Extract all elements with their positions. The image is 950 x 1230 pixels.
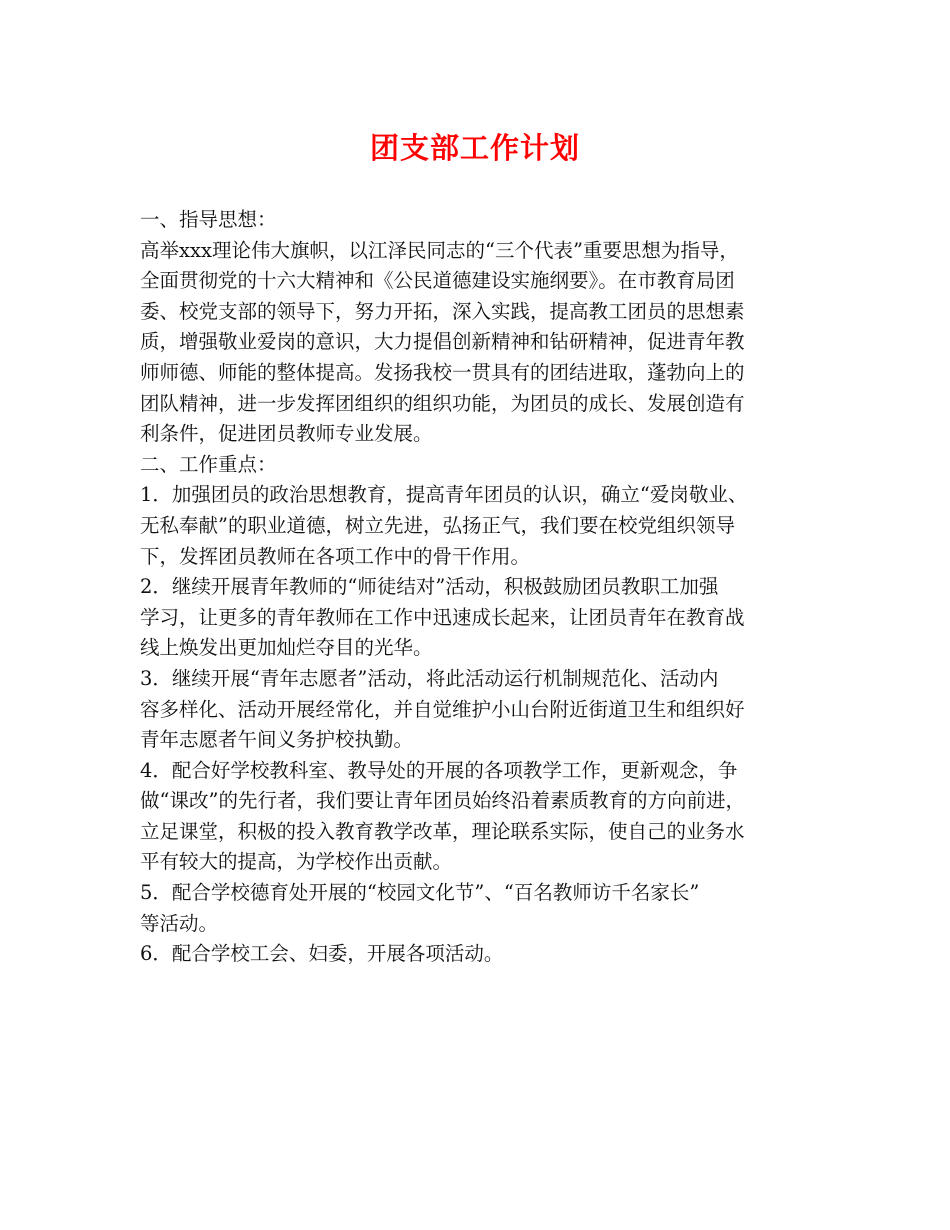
paragraph-line: 高举xxx理论伟大旗帜，以江泽民同志的“三个代表”重要思想为指导， — [140, 238, 739, 262]
list-item-line: 无私奉献”的职业道德，树立先进，弘扬正气，我们要在校党组织领导 — [140, 513, 735, 537]
list-item-line: 容多样化、活动开展经常化，并自觉维护小山台附近街道卫生和组织好 — [140, 697, 745, 721]
list-item-line: 立足课堂，积极的投入教育教学改革，理论联系实际，使自己的业务水 — [140, 819, 745, 843]
list-item-line: 平有较大的提高，为学校作出贡献。 — [140, 850, 453, 874]
list-item-line: 6．配合学校工会、妇委，开展各项活动。 — [140, 942, 504, 966]
document-body — [140, 205, 830, 970]
list-item-line: 5．配合学校德育处开展的“校园文化节”、“百名教师访千名家长” — [140, 881, 700, 905]
paragraph-line: 委、校党支部的领导下，努力开拓，深入实践，提高教工团员的思想素 — [140, 299, 745, 323]
list-item-line: 2．继续开展青年教师的“师徒结对”活动，积极鼓励团员教职工加强 — [140, 575, 719, 599]
document-title: 团支部工作计划 — [369, 131, 580, 165]
list-item-line: 3．继续开展“青年志愿者”活动，将此活动运行机制规范化、活动内 — [140, 666, 719, 690]
list-item-line: 做“课改”的先行者，我们要让青年团员始终沿着素质教育的方向前进， — [140, 789, 745, 813]
list-item-line: 线上焕发出更加灿烂夺目的光华。 — [140, 636, 433, 660]
paragraph-line: 质，增强敬业爱岗的意识，大力提倡创新精神和钻研精神，促进青年教 — [140, 330, 745, 354]
list-item-line: 学习，让更多的青年教师在工作中迅速成长起来，让团员青年在教育战 — [140, 605, 745, 629]
list-item-line: 1．加强团员的政治思想教育，提高青年团员的认识，确立“爱岗敬业、 — [140, 483, 748, 507]
section-heading-work-focus: 二、工作重点： — [140, 452, 277, 476]
list-item-line: 青年志愿者午间义务护校执勤。 — [140, 728, 414, 752]
list-item-line: 等活动。 — [140, 911, 219, 935]
paragraph-line: 全面贯彻党的十六大精神和《公民道德建设实施纲要》。在市教育局团 — [140, 269, 735, 293]
list-item-line: 下，发挥团员教师在各项工作中的骨干作用。 — [140, 544, 531, 568]
paragraph-line: 利条件，促进团员教师专业发展。 — [140, 422, 433, 446]
paragraph-line: 师师德、师能的整体提高。发扬我校一贯具有的团结进取，蓬勃向上的 — [140, 360, 745, 384]
list-item-line: 4．配合好学校教科室、教导处的开展的各项教学工作，更新观念，争 — [140, 758, 738, 782]
section-heading-guiding-thought: 一、指导思想： — [140, 208, 277, 231]
paragraph-line: 团队精神，进一步发挥团组织的组织功能，为团员的成长、发展创造有 — [140, 391, 745, 415]
